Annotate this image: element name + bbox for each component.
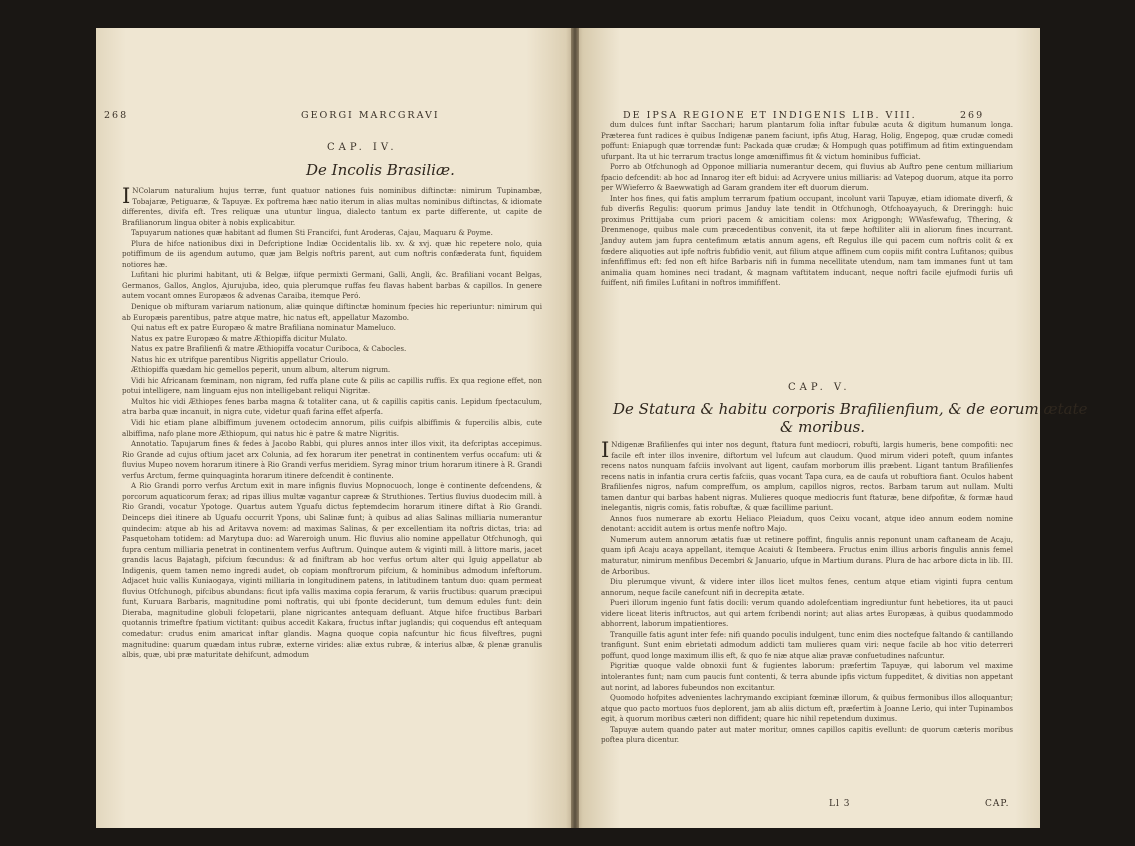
paragraph (601, 514, 1013, 535)
paragraph-text: Inter hos fines, qui fatis amplum terrarum fpatium occupant, incolunt varii Tapuyæ, etiam idiomate diverfi, & fub diverfis Regulis: quorum primus Janduy late tendit in Otfchunogh, Otfchoayayuch, & Dreringgh: huic proximus Prittijaba cum priori pacem & amicitiam colens: mox Arigpongh; WWasfewafug, Tfhering, & Drenmenoge, quibus male cum præcedentibus convenit, ita ut fæpe hoftiliter alii in aliorum fines incurrant. Janduy autem jam fupra centefimum ætatis annum agens, eft Regulus ille qui pacem cum noftris colit & ex fœdere aliquoties aut ipfe noftris fubfidio venit, aut filium atque affinem cum copiis mifit contra Lufitanos; quibus infenfiffimus eft: fed non eft hifce Barbaris nifi in fumma necellitate utendum, nam tam immanes funt ut tam animalia quam homines neci tradant, & magnam vaftitatem inducant, neque noftri facile ejufmodi furiis ufi fuiffent, nifi fimiles Lufitani in noftros immififfent. (601, 193, 1013, 288)
paragraph-text: NColarum naturalium hujus terræ, funt quatuor nationes fuis nominibus diftinctæ: nimirum Tupinambæ, Tobajaræ, Petiguaræ, & Tapuyæ. Ex poftrema hæc natio iterum in alias multas nominibus diftinctas, & idiomate differentes, divifa eft. Tres reliquæ una utuntur lingua, dialecto tantum ex parte differente, ut capite de Brafilianorum lingua obiter à nobis explicabitur. (122, 186, 542, 227)
paragraph (122, 481, 542, 660)
paragraph-text: Natus ex patre Europæo & matre Æthiopiffa dicitur Mulato. (131, 333, 348, 343)
paragraph (601, 693, 1013, 725)
paragraph (122, 344, 542, 355)
signature-mark: Ll 3 (829, 799, 851, 809)
paragraph (122, 365, 542, 376)
paragraph-text: Vidi hic etiam plane albiffimum juvenem octodecim annorum, pilis cuifpis albiffimis & fupercilis albis, cute albiffima, nafo plane more Æthiopum, qui natus hic è patre & matre Nigritis. (122, 418, 542, 438)
paragraph-text: Natus hic ex utrifque parentibus Nigritis appellatur Crioulo. (131, 354, 349, 364)
paragraph (122, 334, 542, 345)
right-body-text-top (601, 120, 1013, 378)
paragraph (601, 725, 1013, 746)
paragraph (122, 418, 542, 439)
paragraph (601, 535, 1013, 577)
right-page-number: 269 (960, 110, 985, 121)
paragraph (601, 120, 1013, 162)
paragraph-text: Tranquille fatis agunt inter fefe: nifi quando poculis indulgent, tunc enim dies noctefque faltando & cantillando tranfigunt. Sunt enim ebrietati admodum addicti tam mulieres quam viri: neque facile ab hoc vitio deterreri poffunt, quod longe maximum illis eft, & quo fe niæ atque aliæ pravæ confuetudines nafcuntur. (601, 629, 1013, 660)
paragraph (122, 376, 542, 397)
paragraph (122, 270, 542, 302)
paragraph (122, 355, 542, 366)
paragraph (601, 598, 1013, 630)
paragraph-text: Æthiopiffa quædam hic gemellos peperit, unum album, alterum nigrum. (131, 365, 391, 375)
right-body-text-bottom (601, 440, 1013, 794)
right-chapter-title-line1: De Statura & habitu corporis Brafilienfium, & de eorum ætate (613, 400, 1088, 418)
paragraph-text: Quomodo hofpites advenientes lachrymando excipiant fœminæ illorum, & quibus fermonibus illos alloquantur; atque quo pacto mortuos fuos deplorent, jam ab aliis dictum eft, præfertim à Joanne Lerio, qui inter Tupinambos egit, à quorum moribus cæteri non diffident; quare hic nihil repetendum duximus. (601, 693, 1013, 724)
paragraph-text: Multos hic vidi Æthiopes fenes barba magna & totaliter cana, ut & capillis capitis canis. Lepidum fpectaculum, atra barba quæ incanuit, in nigra cute, videtur quafi farina effet afperfa. (122, 396, 542, 417)
right-chapter-title-line2: & moribus. (780, 418, 866, 436)
drop-cap: I (122, 184, 131, 208)
paragraph-text: Vidi hic Africanam fœminam, non nigram, fed ruffa plane cute & pilis ac capillis ruffis. Ex qua regione effet, non potui intelligere, nam linguam ejus non intelligebant reliqui Nigritæ. (122, 375, 542, 396)
book-gutter (571, 28, 579, 828)
paragraph-text: dum dulces funt inftar Sacchari; harum plantarum folia inftar fubulæ acuta & digitum humanum longa. Præterea funt radices è quibus Indigenæ panem faciunt, ipfis Atug, Harag, Holig, Engepog, quæ crudæ comedi poffunt: Eniapugh quæ torrendæ funt: Packada quæ crudæ; & Hompugh quas potiffimum ad fitim extinguendam ufurpant. Ita ut hic terrarum tractus longe amœniffimus fit & victum hominibus fufficiat. (601, 120, 1013, 161)
paragraph-text: Natus ex patre Brafilienfi & matre Æthiopiffa vocatur Curiboca, & Cabocles. (131, 344, 407, 354)
catchword: CAP. (985, 799, 1010, 809)
paragraph (122, 228, 542, 239)
right-running-head: DE IPSA REGIONE ET INDIGENIS LIB. VIII. (623, 110, 917, 121)
paragraph (601, 194, 1013, 289)
paragraph-text: A Rio Grandi porro verfus Arctum exit in mare infignis fluvius Mopnocuoch, longe è continente defcendens, & porcorum aquaticorum ferax; ad ripas illius multæ vagantur capreæ & Struthiones. Tertius fluvius duodecim mill. à Rio Grandi, vocatur Ypotoge. Quartus autem Yguafu dictus feptemdecim horarum itinere diftat à Rio Grandi. Deinceps dieì itinere ab Uguafu occurrit Ypons, ubi Salinæ funt; à quibus ad alias Salinas milliaria numerantur quindecim: atque ab his ad Aritavva novem: ad maximas Salinas, & per excellentiam ita noftris dictas, tria: ad Pasquetoham totidem: ad Marytupa duo: ad Wareroigh unum. Hic fluvius alio nomine appellatur Otfchunogh, qui fupra centum milliaria penetrat in continentem verfus Auftrum. Quinque autem & viginti mill. à littore maris, jacet grandis lacus Bajatagh, pifcium fœcundus: & ad finiftram ab hoc verfus ortum alter qui Iguig appellatur ab Indigenis, quem tamen nemo ingredi audet, ob copiam monftrorum pifcium, & hominibus admodum infeftorum. Adjacet huic vallis Kuniaogaya, viginti milliaria in longitudinem patens, in latitudinem tantum duo: quam permeat fluvius Otfchunogh, pifcibus abundans: ficut ipfa vallis maxima copia ferarum, & variis fructibus: quarum præcipui funt, Kuruara Barbaris, magnitudine pomi noftratis, qui ubi fponte deciderunt, tum demum edules funt: dein Dieraba, magnitudine globuli fclopetarii, plane nigricantes antequam defluant. Atque hifce fructibus Barbari quotannis trimeftre fpatium victitant: quibus accedit Kakara, fructus inftar juglandis; qui coquendus eft antequam comedatur: crudus enim amaricat inftar glandis. Magna quoque copia nafcuntur hic ficus filveftres, pugni magnitudine: quarum quædam intus rubræ, externe virides: aliæ extus rubræ, & interius albæ, & plenæ granulis albis, quæ, ubi præ maturitate dehifcunt, admodum (122, 481, 542, 660)
paragraph (601, 440, 1013, 514)
paragraph-text: Diu plerumque vivunt, & videre inter illos licet multos fenes, centum atque etiam viginti fupra centum annorum, neque facile canefcunt nifi in decrepita ætate. (601, 577, 1013, 597)
paragraph (122, 186, 542, 228)
left-body-text (122, 186, 542, 792)
paragraph (601, 661, 1013, 693)
paragraph-text: Ndigenæ Brafilienfes qui inter nos degunt, ftatura funt mediocri, robufti, largis humeris, bene compofiti: nec facile eft inter illos invenire, diftortum vel lufcum aut claudum. Quod mirum videri poteft, quum infantes recens natos nunquam fafciis involvant aut ligent, caufam morborum illis præbent. Ligant tantum Brafilienfes recens natis in infantia crura certis fafciis, quas vocant Tapa cura, ea de caufa ut robuftiora fiant. Oculos habent Brafilienfes nigros, nafum compreffum, os amplum, capillos nigros, rectos. Barbam tarum aut nullam. Multi tamen dantur qui barbas habent nigras. Mulieres quoque mediocris funt ftaturæ, bene difpofitæ, & formæ haud inelegantis, nigris comis, fatis robuftæ, & quæ facillime pariunt. (601, 440, 1013, 513)
paragraph-text: Qui natus eft ex patre Europæo & matre Brafiliana nominatur Mameluco. (131, 323, 396, 333)
paragraph (601, 630, 1013, 662)
paragraph (122, 439, 542, 481)
paragraph-text: Plura de hifce nationibus dixi in Defcriptione Indiæ Occidentalis lib. xv. & xvj. quæ hic repetere nolo, quia potiffimum de iis agendum autumo, quæ jam Belgis noftris parent, aut cum noftris confæderata funt, fiquidem notiores hæ. (122, 238, 542, 269)
paragraph-text: Numerum autem annorum ætatis fuæ ut retinere poffint, fingulis annis reponunt unam caftaneam de Acaju, quam ipfi Acaju acaya appellant, itemque Acaiuti & Itembeera. Fructus enim illius arboris fingulis annis femel maturatur, nimirum menfibus Decembri & Januario, ufque in Martium durans. Plura de hac arbore dicta in lib. III. de Arboribus. (601, 534, 1013, 576)
paragraph (122, 323, 542, 334)
right-page (575, 28, 1088, 828)
left-chapter-title: De Incolis Brasiliæ. (306, 161, 455, 179)
left-page (96, 28, 575, 828)
paragraph-text: Tapuyæ autem quando pater aut mater moritur, omnes capillos capitis evellunt: de quorum cæteris moribus poftea plura dicentur. (601, 724, 1013, 745)
paragraph-text: Pueri illorum ingenio funt fatis docili: verum quando adolefcentiam ingrediuntur funt hebetiores, ita ut pauci videre liceat literis inftructos, aut qui artem fcribendi norint; aut alias artes Europæas, à quibus quodammodo abhorrent, laborum impatientiores. (601, 598, 1013, 629)
paragraph-text: Annotatio. Tapujarum fines & fedes à Jacobo Rabbi, qui plures annos inter illos vixit, ita defcriptas accepimus. Rio Grande ad cujus oftium jacet arx Colunia, ad fex horarum iter penetrat in continentem verfus occafum: uti & fluvius Mupeo novem horarum itinere à Rio Grandi verfus meridiem. Syrag minor trium horarum itinere à R. Grandi verfus Arctum, ferme quinquaginta horarum itinere defcendit è continente. (122, 439, 542, 480)
left-running-head: GEORGI MARCGRAVI (301, 110, 440, 121)
paragraph (122, 302, 542, 323)
paragraph-text: Denique ob mifturam variarum nationum, aliæ quinque diftinctæ hominum fpecies hic reperiuntur: nimirum qui ab Europæis parentibus, patre atque matre, hic natus eft, appellatur Mazombo. (122, 302, 542, 322)
left-chapter-label: CAP. IV. (327, 142, 398, 153)
paragraph-text: Porro ab Otfchunogh ad Opponoe milliaria numerantur decem, qui fluvius ab Auftro pene centum milliarium fpacio defcendit: ab hoc ad Innarog iter eft bidui: ad Acryvere unius milliaris: ad Vatepog duorum, atque ita porro per WWieferro & Baewwatigh ad Garam grandem iter eft duorum dierum. (601, 162, 1013, 193)
paragraph-text: Pigritiæ quoque valde obnoxii funt & fugientes laborum: præfertim Tapuyæ, qui laborum vel maxime intolerantes funt; nam cum paucis funt contenti, & terra abunde ipfis victum fuppeditet, & divitias non appetant aut norint, ad labores fubeundos non excitantur. (601, 661, 1013, 692)
paragraph (601, 162, 1013, 194)
paragraph (122, 397, 542, 418)
paragraph-text: Annos fuos numerare ab exortu Heliaco Pleiadum, quos Ceixu vocant, atque ideo annum eodem nomine denotant: accidit autem is ortus menfe noftro Majo. (601, 513, 1013, 534)
left-page-number: 268 (104, 110, 129, 121)
paragraph-text: Lufitani hic plurimi habitant, uti & Belgæ, iifque permixti Germani, Galli, Angli, &c. Brafiliani vocant Belgas, Germanos, Gallos, Anglos, Ajurujuba, ideo, quia plerumque ruffas feu flavas habent barbas & capillos. In genere autem vocant omnes Europæos & advenas Caraiba, itemque Peró. (122, 270, 542, 301)
right-chapter-label: CAP. V. (788, 382, 851, 393)
paragraph (122, 239, 542, 271)
drop-cap: I (601, 438, 610, 462)
paragraph (601, 577, 1013, 598)
paragraph-text: Tapuyarum nationes quæ habitant ad flumen Sti Francifci, funt Aroderas, Cajau, Maquaru & Poyme. (131, 228, 493, 238)
